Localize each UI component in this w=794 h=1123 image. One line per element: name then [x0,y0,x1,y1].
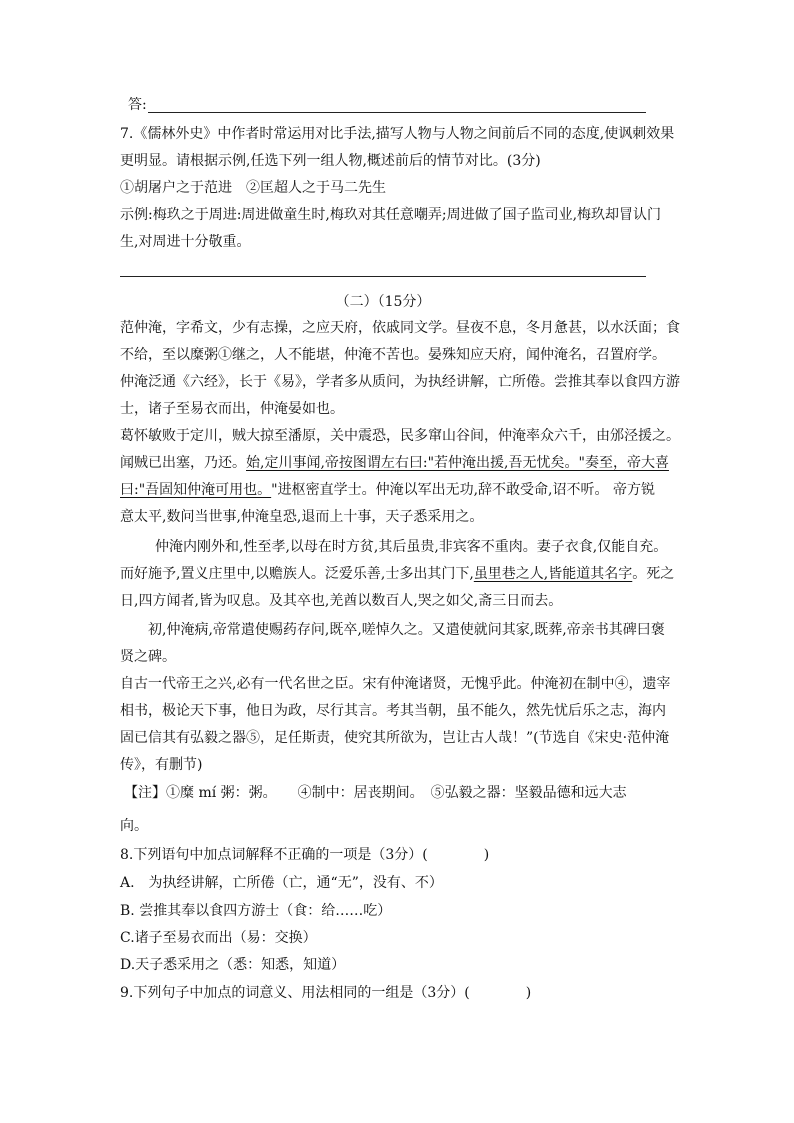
underlined-sentence-1a: 始,定川事闻,帝按图谓左右曰:"若仲淹出援,吾无忧矣。"奏至，帝大喜 [246,455,669,471]
q7-answer-line[interactable] [120,276,646,277]
passage-p3-line1: 葛怀敏败于定川，贼大掠至潘原，关中震恐，民多窜山谷间，仲淹率众六千，由邠泾援之。 [120,428,680,444]
passage-p6-line1: 自古一代帝王之兴,必有一代名世之臣。宋有仲淹诸贤，无愧乎此。仲淹初在制中④，遗宰 [120,676,671,692]
passage-p2-line1: 仲淹泛通《六经》，长于《易》，学者多从质问，为执经讲解，亡所倦。尝推其奉以食四方游 [120,374,680,390]
underlined-sentence-2: 虽里巷之人,皆能道其名字 [473,566,633,582]
underlined-sentence-1b: 曰:"吾固知仲淹可用也。 [120,482,272,498]
q7-line2: 更明显。请根据示例,任选下列一组人物,概述前后的情节对比。(3分) [120,153,541,169]
passage-p3-line4: 意太平,数问当世事,仲淹皇恐,退而上十事，天子悉采用之。 [120,509,484,525]
passage-p3-line3-text: "进枢密直学士。仲淹以军出无功,辞不敢受命,诏不听。 帝方锐 [271,482,655,498]
passage-p4-line2-end: 。死之 [632,566,675,582]
q8-option-d[interactable]: D.天子悉采用之（悉：知悉，知道） [120,957,346,973]
passage-p2-line2: 士，诸子至易衣而出，仲淹晏如也。 [120,401,344,417]
passage-p4-line1: 仲淹内刚外和,性至孝,以母在时方贫,其后虽贵,非宾客不重肉。妻子衣食,仅能自充。 [155,539,668,555]
section-title: （二）（15分） [335,294,431,310]
note-line1: 【注】①糜 mí 粥：粥。 ④制中：居丧期间。 ⑤弘毅之器：坚毅品德和远大志 [124,785,627,801]
answer-label: 答: [128,97,147,113]
note-line2: 向。 [120,818,148,834]
passage-p6-line3: 固已信其有弘毅之器⑤，足任斯责，使究其所欲为，岂让古人哉！”(节选自《宋史·范仲淹 [120,730,670,746]
passage-p1-line1: 范仲淹，字希文，少有志操，之应天府，依戚同文学。昼夜不息，冬月惫甚，以水沃面；食 [120,320,680,336]
q8-stem: 8.下列语句中加点词解释不正确的一项是（3分）( ) [120,847,490,863]
passage-p4-line2 [120,564,674,584]
passage-p3-line2 [120,453,669,473]
passage-p5-line2: 贤之碑。 [120,649,176,665]
q7-example-line2: 生,对周进十分敬重。 [120,234,251,250]
answer-line[interactable] [148,112,646,113]
q9-stem: 9.下列句子中加点的词意义、用法相同的一组是（3分）( ) [120,985,532,1001]
passage-p3-line3 [120,480,655,500]
q7-line1: 7.《儒林外史》中作者时常运用对比手法,描写人物与人物之间前后不同的态度,使讽刺效果 [120,126,675,142]
q7-example-line1: 示例:梅玖之于周进:周进做童生时,梅玖对其任意嘲弄;周进做了国子监司业,梅玖却冒认门 [120,207,662,223]
passage-p3-line2-text: 闻贼已出塞，乃还。 [120,455,246,471]
passage-p4-line2-text: 而好施予,置义庄里中,以赡族人。泛爱乐善,士多出其门下, [120,566,474,582]
passage-p4-line3: 日,四方闻者,皆为叹息。及其卒也,羌酋以数百人,哭之如父,斋三日而去。 [120,593,563,609]
q7-options: ①胡屠户之于范进 ②匡超人之于马二先生 [120,180,386,196]
passage-p5-line1: 初,仲淹病,帝常遣使赐药存问,既卒,嗟悼久之。又遣使就问其家,既葬,帝亲书其碑曰褒 [148,622,665,638]
q8-option-c[interactable]: C.诸子至易衣而出（易：交换） [120,930,317,946]
q8-option-a[interactable]: A. 为执经讲解，亡所倦（亡，通“无”，没有、不） [120,875,443,891]
passage-p6-line2: 相书，极论天下事，他日为政，尽行其言。考其当朝，虽不能久，然先忧后乐之志，海内 [120,703,666,719]
q8-option-b[interactable]: B. 尝推其奉以食四方游士（食：给……吃） [120,903,392,919]
passage-p1-line2: 不给，至以糜粥①继之，人不能堪，仲淹不苦也。晏殊知应天府，闻仲淹名，召置府学。 [120,347,666,363]
passage-p6-line4: 传》，有删节) [120,757,203,773]
